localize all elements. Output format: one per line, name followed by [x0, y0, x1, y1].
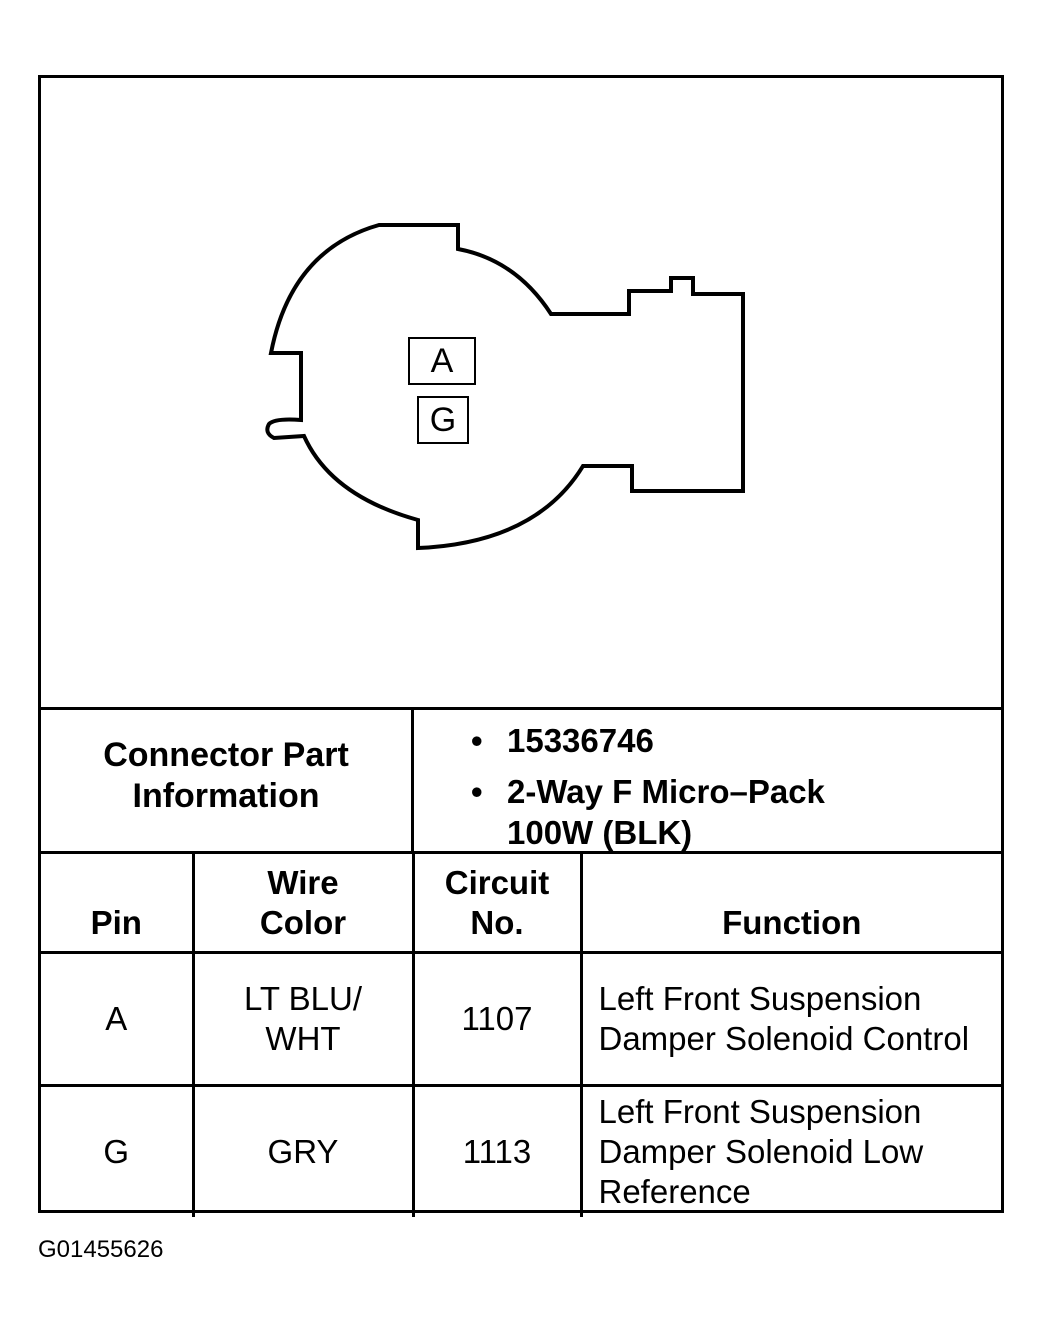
figure-id: G01455626 [38, 1236, 164, 1263]
pin-a-label: A [408, 337, 476, 385]
row-pin: G [41, 1086, 193, 1218]
row-wire-color: LT BLU/ WHT [193, 953, 413, 1086]
bullet-icon: • [471, 722, 483, 759]
row-wire-color: GRY [193, 1086, 413, 1218]
pin-g-label: G [417, 396, 469, 444]
connector-diagram-frame [38, 75, 1004, 1213]
row-circuit: 1113 [413, 1086, 581, 1218]
info-divider [411, 710, 414, 851]
header-circuit-no: Circuit No. [413, 854, 581, 953]
header-wire-color: Wire Color [193, 854, 413, 953]
row-function: Left Front Suspension Damper Solenoid Low Reference [581, 1086, 1001, 1218]
table-row [41, 953, 1001, 1086]
part-number: 15336746 [507, 722, 654, 759]
connector-part-info-values [471, 720, 991, 863]
header-pin: Pin [41, 854, 193, 953]
pin-table [41, 854, 1001, 1217]
connector-part-info-row [41, 707, 1001, 854]
header-function: Function [581, 854, 1001, 953]
connector-description-item [471, 771, 991, 853]
row-pin: A [41, 953, 193, 1086]
part-number-item [471, 720, 991, 761]
connector-drawing-area [41, 78, 1001, 707]
connector-body-outline [267, 225, 743, 548]
row-circuit: 1107 [413, 953, 581, 1086]
connector-face-outline [41, 78, 1001, 707]
bullet-icon: • [471, 773, 483, 810]
table-row [41, 1086, 1001, 1218]
connector-description: 2-Way F Micro–Pack 100W (BLK) [507, 773, 825, 851]
table-header-row [41, 854, 1001, 953]
connector-part-info-label: Connector Part Information [103, 735, 349, 815]
row-function: Left Front Suspension Damper Solenoid Control [581, 953, 1001, 1086]
